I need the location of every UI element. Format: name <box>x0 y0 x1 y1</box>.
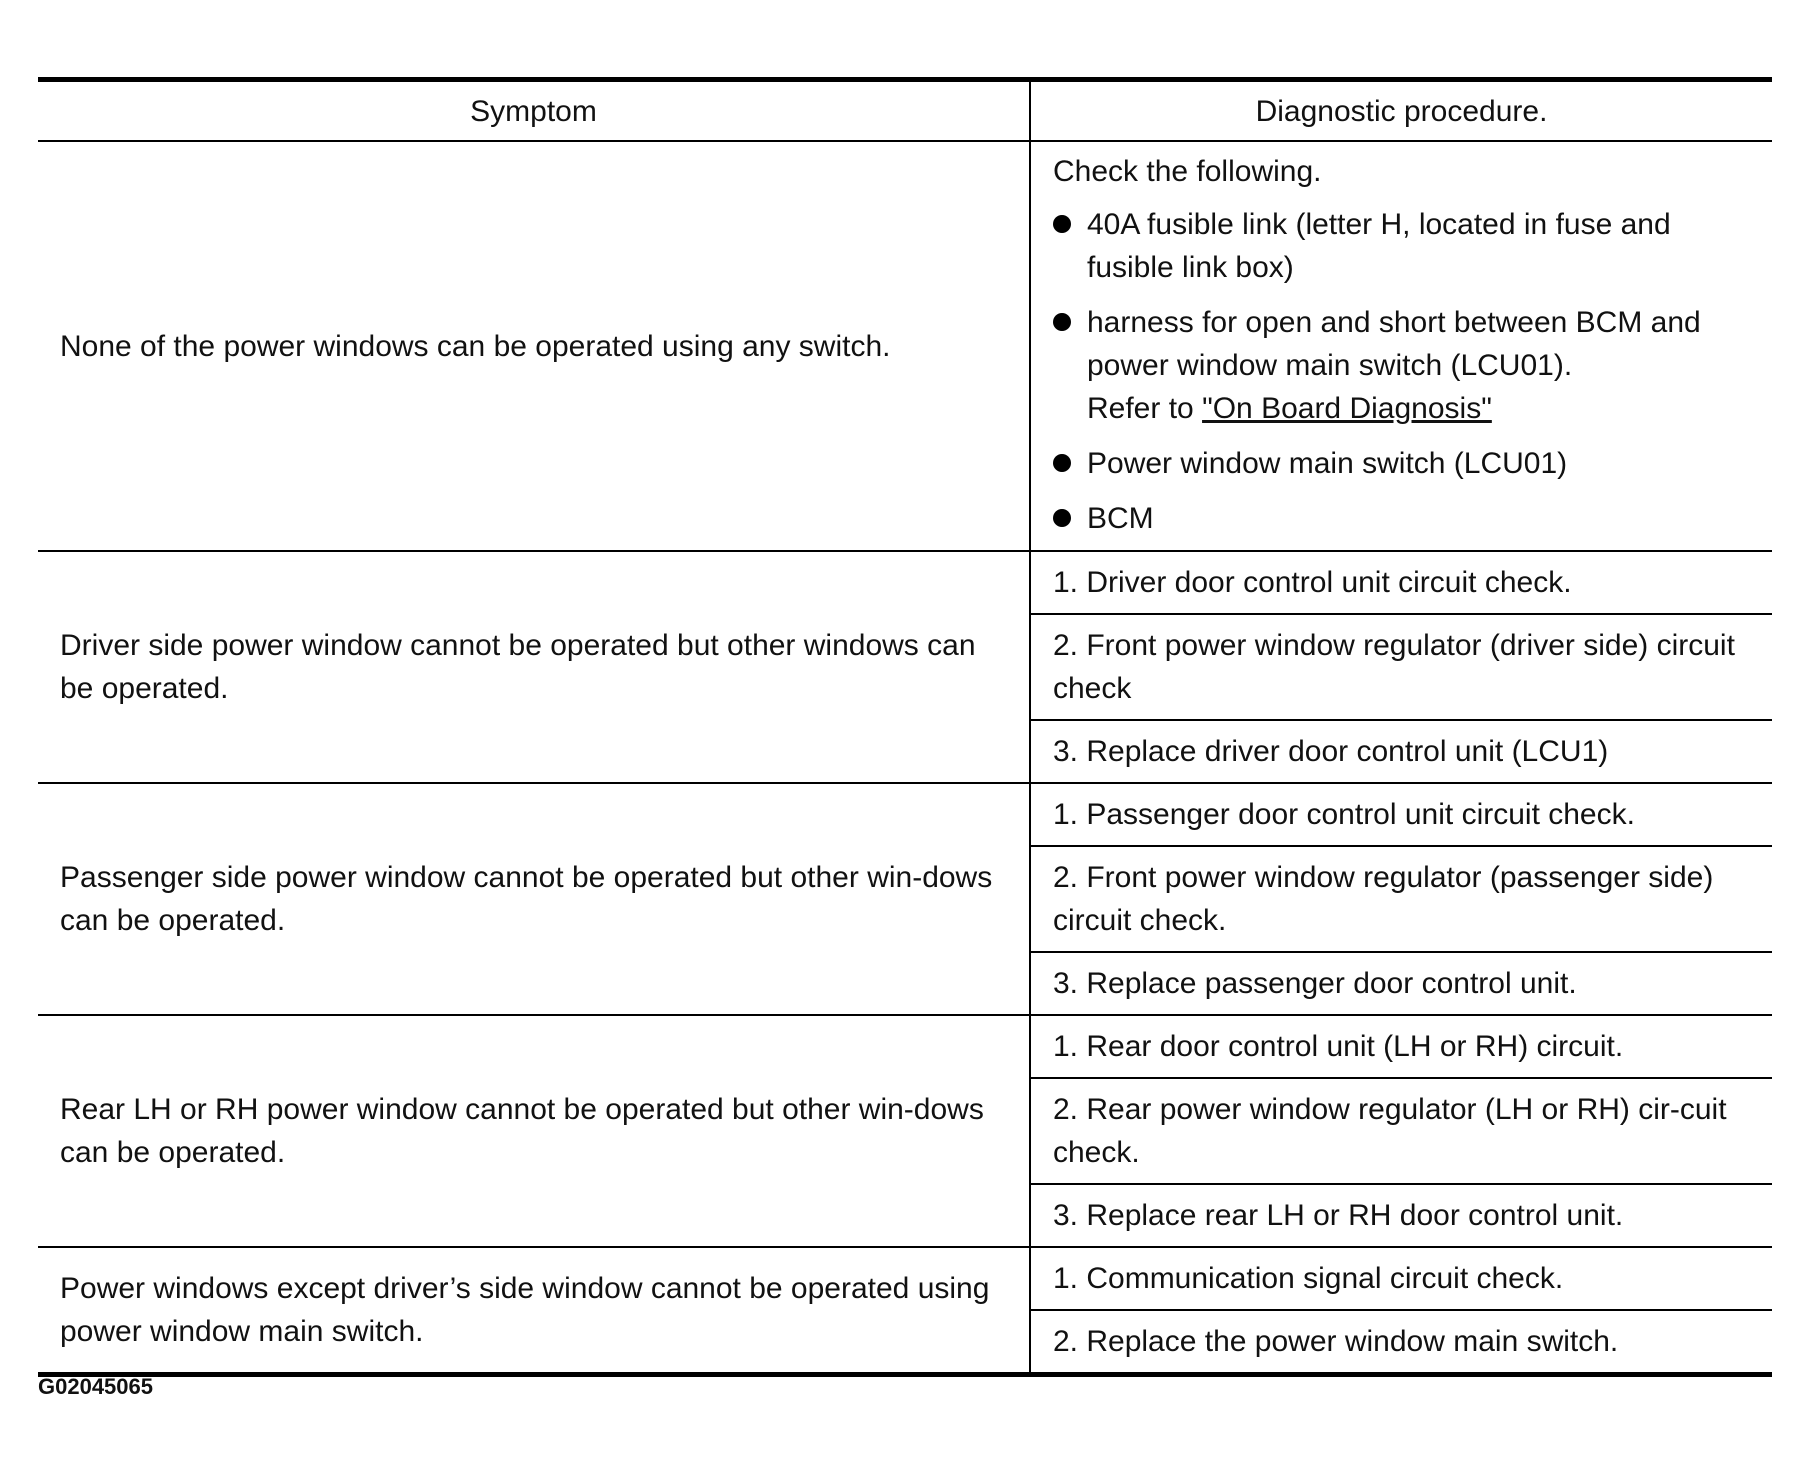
procedure-step: 2. Rear power window regulator (LH or RH) cir-cuit check. <box>1053 1093 1727 1169</box>
procedure-step-cell <box>1030 720 1772 783</box>
procedure-step-cell <box>1030 1310 1772 1375</box>
table-row <box>38 783 1772 846</box>
on-board-diagnosis-link[interactable]: "On Board Diagnosis" <box>1202 392 1492 425</box>
procedure-step: 1. Driver door control unit circuit check. <box>1053 566 1572 599</box>
procedure-step: 2. Front power window regulator (passenger side) circuit check. <box>1053 861 1714 937</box>
procedure-step-cell <box>1030 614 1772 720</box>
header-row <box>38 80 1772 142</box>
procedure-step-cell <box>1030 551 1772 614</box>
table-row <box>38 551 1772 614</box>
list-item-text: 40A fusible link (letter H, located in fuse and fusible link box) <box>1087 208 1671 284</box>
procedure-step-cell <box>1030 846 1772 952</box>
procedure-header: Diagnostic procedure. <box>1030 80 1772 142</box>
list-item-text: harness for open and short between BCM and power window main switch (LCU01). <box>1087 306 1701 382</box>
table-row <box>38 141 1772 551</box>
list-item <box>1053 442 1758 485</box>
procedure-cell <box>1030 141 1772 551</box>
procedure-step-cell <box>1030 1184 1772 1247</box>
list-item <box>1053 301 1758 430</box>
procedure-step: 3. Replace rear LH or RH door control unit. <box>1053 1199 1624 1232</box>
table-row <box>38 1247 1772 1310</box>
check-list <box>1053 203 1758 540</box>
bullet-icon <box>1053 509 1071 527</box>
symptom-cell: Rear LH or RH power window cannot be operated but other win-dows can be operated. <box>38 1015 1030 1247</box>
refer-prefix: Refer to <box>1087 392 1203 425</box>
symptom-cell: Driver side power window cannot be operated but other windows can be operated. <box>38 551 1030 783</box>
procedure-step-cell <box>1030 952 1772 1015</box>
procedure-step: 2. Front power window regulator (driver side) circuit check <box>1053 629 1735 705</box>
procedure-step-cell <box>1030 1078 1772 1184</box>
bullet-icon <box>1053 313 1071 331</box>
list-item <box>1053 203 1758 289</box>
procedure-step-cell <box>1030 783 1772 846</box>
figure-id-label: G02045065 <box>38 1374 153 1399</box>
procedure-step: 3. Replace passenger door control unit. <box>1053 967 1577 1000</box>
procedure-step: 1. Passenger door control unit circuit check. <box>1053 798 1635 831</box>
procedure-step: 2. Replace the power window main switch. <box>1053 1325 1619 1358</box>
bullet-icon <box>1053 454 1071 472</box>
procedure-step-cell <box>1030 1015 1772 1078</box>
list-item-text: Power window main switch (LCU01) <box>1087 447 1568 480</box>
procedure-intro: Check the following. <box>1053 155 1322 188</box>
procedure-step: 1. Communication signal circuit check. <box>1053 1262 1564 1295</box>
bullet-icon <box>1053 215 1071 233</box>
list-item <box>1053 497 1758 540</box>
symptom-cell: None of the power windows can be operated using any switch. <box>38 141 1030 551</box>
procedure-step-cell <box>1030 1247 1772 1310</box>
procedure-step: 3. Replace driver door control unit (LCU1) <box>1053 735 1609 768</box>
symptom-cell: Passenger side power window cannot be operated but other win-dows can be operated. <box>38 783 1030 1015</box>
symptom-cell: Power windows except driver’s side window cannot be operated using power window main switch. <box>38 1247 1030 1375</box>
list-item-text: BCM <box>1087 502 1154 535</box>
diagnostic-table <box>38 77 1772 1377</box>
procedure-step: 1. Rear door control unit (LH or RH) circuit. <box>1053 1030 1624 1063</box>
symptom-header: Symptom <box>38 80 1030 142</box>
table-row <box>38 1015 1772 1078</box>
